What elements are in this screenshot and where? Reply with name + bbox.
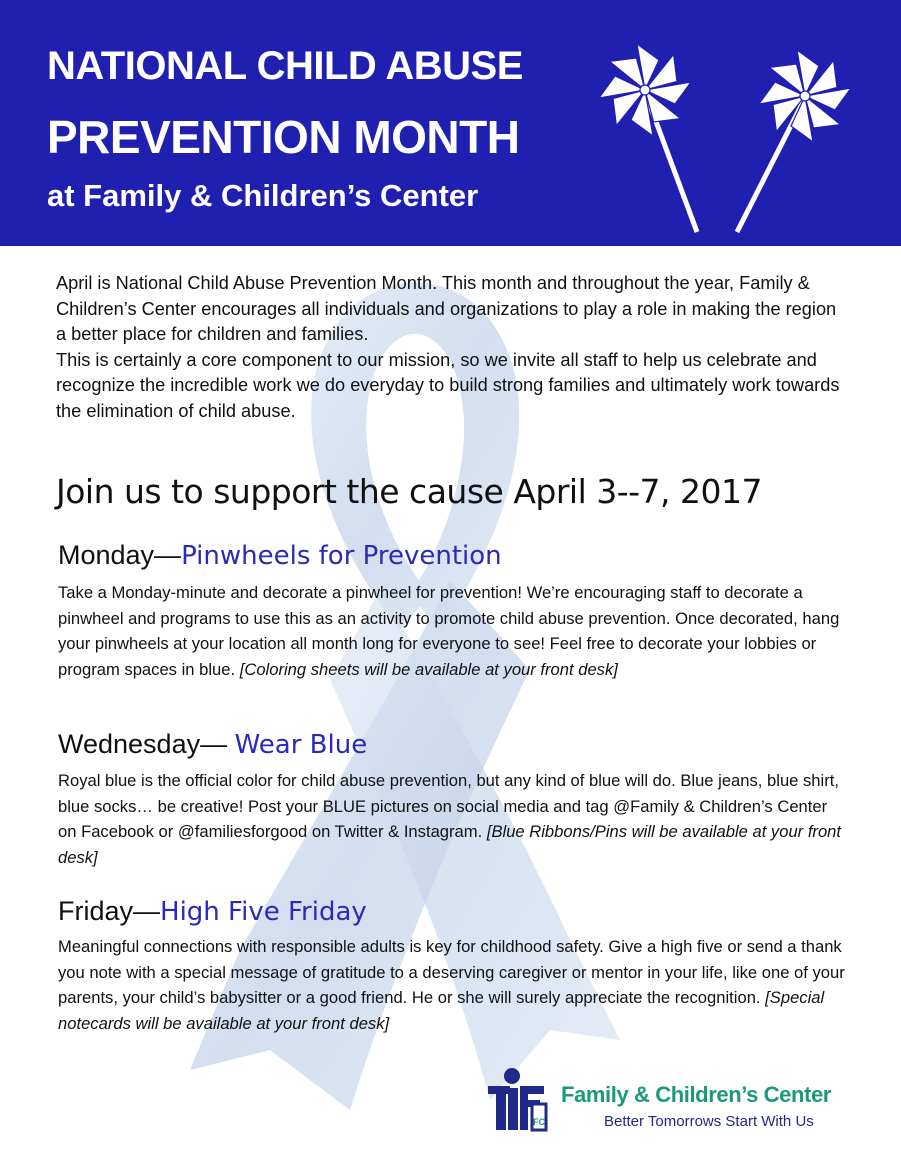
event-text: Take a Monday-minute and decorate a pinwheel for prevention! We’re encouraging staff to decorate a pinwheel and programs to use this as an activity to promote child abuse prevention. Once decorated, hang your pinwheels at your location all month long for everyone to see! Feel free to decorate your lobbies or program spaces in blue. <box>58 583 840 679</box>
event-theme: High Five Friday <box>160 897 367 927</box>
intro-paragraph: April is National Child Abuse Prevention Month. This month and throughout the year, Family & Children’s Center encourages all individuals and organizations to play a role in making the region a better place for children and families. <box>56 273 837 345</box>
event-day: Monday— <box>58 540 182 570</box>
event-body-wednesday <box>58 768 848 870</box>
event-text: Royal blue is the official color for child abuse prevention, but any kind of blue will do. Blue jeans, blue shirt, blue socks… be creative! Post your BLUE pictures on social media and tag @Family & Children’s Center on Facebook or @familiesforgood on Twitter & Instagram. <box>58 771 839 841</box>
event-heading-monday <box>58 540 502 571</box>
title-line-1: NATIONAL CHILD ABUSE <box>47 44 523 88</box>
event-theme: Pinwheels for Prevention <box>181 541 502 571</box>
event-day: Wednesday— <box>58 729 235 759</box>
event-body-monday <box>58 580 848 682</box>
logo-name: Family & Children’s Center <box>561 1082 831 1107</box>
event-heading-friday <box>58 896 367 927</box>
title-line-3: at Family & Children’s Center <box>47 178 479 213</box>
event-heading-wednesday <box>58 729 367 760</box>
logo-tagline: Better Tomorrows Start With Us <box>604 1113 814 1130</box>
event-note: [Coloring sheets will be available at your front desk] <box>239 659 618 679</box>
join-heading: Join us to support the cause April 3--7, 2017 <box>56 472 762 511</box>
event-body-friday <box>58 934 848 1036</box>
intro-paragraph: This is certainly a core component to our mission, so we invite all staff to help us celebrate and recognize the incredible work we do everyday to build strong families and ultimately work towards the elimination of child abuse. <box>56 349 840 421</box>
title-line-2: PREVENTION MONTH <box>47 111 520 163</box>
event-text: Meaningful connections with responsible adults is key for childhood safety. Give a high five or send a thank you note with a special message of gratitude to a deserving caregiver or mentor in your life, like one of your parents, your child’s babysitter or a good friend. He or she will surely appreciate the recognition. <box>58 937 845 1007</box>
event-day: Friday— <box>58 896 161 926</box>
event-note: [Blue Ribbons/Pins will be available at your front desk] <box>58 822 842 867</box>
event-note: [Special notecards will be available at your front desk] <box>58 988 825 1033</box>
logo-mark-text: FC <box>533 1117 545 1127</box>
intro-text <box>56 271 846 425</box>
event-theme: Wear Blue <box>234 730 368 760</box>
